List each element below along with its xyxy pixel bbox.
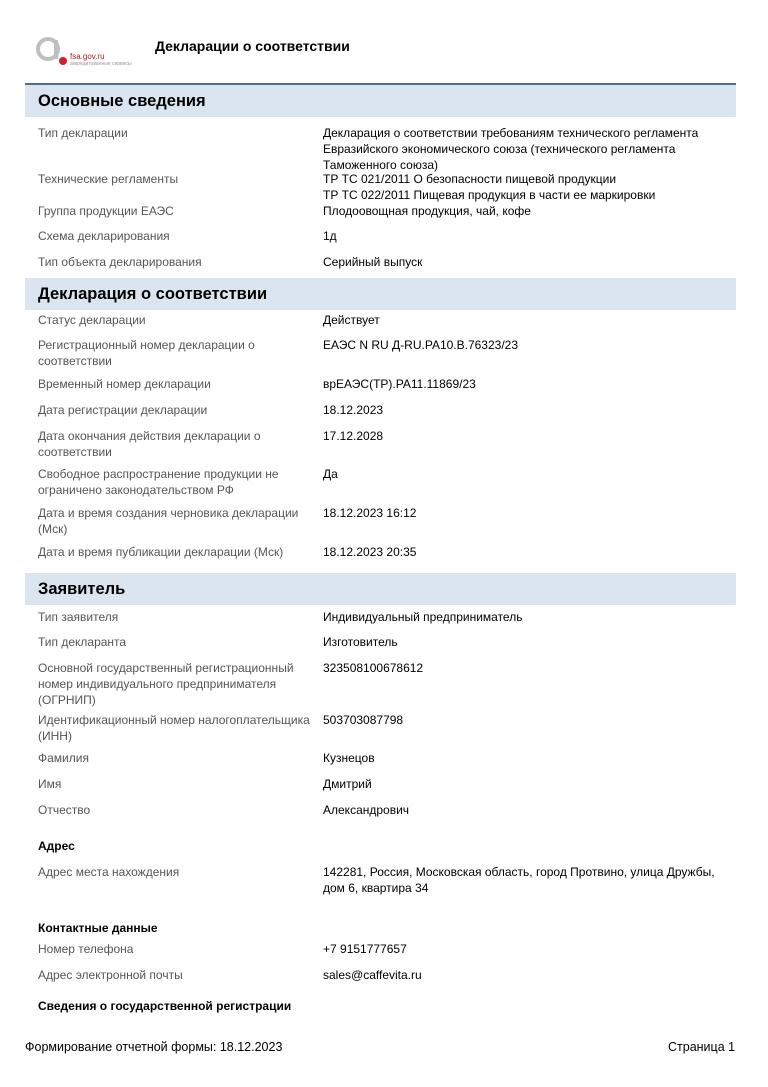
page-header	[0, 0, 768, 90]
field-label: Схема декларирования	[38, 229, 170, 243]
field-value: ЕАЭС N RU Д-RU.PA10.B.76323/23	[323, 338, 519, 352]
field-label: Дата и время публикации декларации (Мск)	[38, 545, 284, 559]
section-basic-title: Основные сведения	[25, 85, 736, 117]
field-value: 142281, Россия, Московская область, город Протвино, улица Дружбы, дом 6, квартира 34	[323, 865, 715, 895]
field-label: Дата и время создания черновика декларации (Мск)	[38, 506, 299, 536]
field-label: Идентификационный номер налогоплательщика (ИНН)	[38, 713, 310, 743]
field-label: Фамилия	[38, 751, 89, 765]
field-value: sales@caffevita.ru	[323, 968, 422, 982]
field-label: Номер телефона	[38, 942, 134, 956]
field-label: Группа продукции ЕАЭС	[38, 204, 174, 218]
field-label: Адрес электронной почты	[38, 968, 183, 982]
field-value: Действует	[323, 313, 380, 327]
field-label: Дата регистрации декларации	[38, 403, 208, 417]
field-value: Плодоовощная продукция, чай, кофе	[323, 204, 531, 218]
field-value: +7 9151777657	[323, 942, 407, 956]
field-value: Серийный выпуск	[323, 255, 423, 269]
field-label: Отчество	[38, 803, 91, 817]
field-label: Временный номер декларации	[38, 377, 211, 391]
fsa-logo-icon	[36, 36, 70, 66]
field-label: Регистрационный номер декларации о соответствии	[38, 338, 255, 368]
registration-heading: Сведения о государственной регистрации	[38, 999, 292, 1013]
field-value: Декларация о соответствии требованиям технического регламента Евразийского экономического союза (технического регламента Таможенного союза)	[323, 126, 699, 172]
field-value: Изготовитель	[323, 635, 398, 649]
field-value: Кузнецов	[323, 751, 375, 765]
logo-subtext: аккредитованные сервисы	[70, 61, 132, 67]
field-value: 18.12.2023 16:12	[323, 506, 417, 520]
field-value: Дмитрий	[323, 777, 372, 791]
field-label: Основной государственный регистрационный номер индивидуального предпринимателя (ОГРНИП)	[38, 661, 294, 707]
field-label: Тип декларанта	[38, 635, 127, 649]
field-value: врЕАЭС(TP).PA11.11869/23	[323, 377, 476, 391]
field-value: ТР ТС 021/2011 О безопасности пищевой продукции ТР ТС 022/2011 Пищевая продукция в части ее маркировки	[323, 172, 656, 202]
field-label: Тип заявителя	[38, 610, 119, 624]
logo-text: fsa.gov.ru	[70, 52, 105, 61]
field-label: Имя	[38, 777, 62, 791]
footer-report-date: Формирование отчетной формы: 18.12.2023	[25, 1040, 283, 1054]
document-title: Декларации о соответствии	[155, 38, 350, 54]
field-value: 503703087798	[323, 713, 404, 727]
section-declaration-title: Декларация о соответствии	[25, 278, 736, 310]
field-label: Тип объекта декларирования	[38, 255, 202, 269]
field-label: Дата окончания действия декларации о соответствии	[38, 429, 261, 459]
field-label: Свободное распространение продукции не ограничено законодательством РФ	[38, 467, 279, 497]
field-value: Индивидуальный предприниматель	[323, 610, 523, 624]
contacts-heading: Контактные данные	[38, 921, 158, 935]
field-value: Александрович	[323, 803, 410, 817]
field-label: Тип декларации	[38, 126, 128, 140]
field-label: Технические регламенты	[38, 172, 179, 186]
address-heading: Адрес	[38, 839, 75, 853]
footer-page-number: Страница 1	[668, 1040, 736, 1054]
field-label: Адрес места нахождения	[38, 865, 180, 879]
field-value: 18.12.2023 20:35	[323, 545, 417, 559]
field-value: 17.12.2028	[323, 429, 384, 443]
field-value: 18.12.2023	[323, 403, 384, 417]
section-applicant-title: Заявитель	[25, 573, 736, 605]
field-label: Статус декларации	[38, 313, 146, 327]
field-value: 1д	[323, 229, 337, 243]
field-value: Да	[323, 467, 338, 481]
field-value: 323508100678612	[323, 661, 424, 675]
